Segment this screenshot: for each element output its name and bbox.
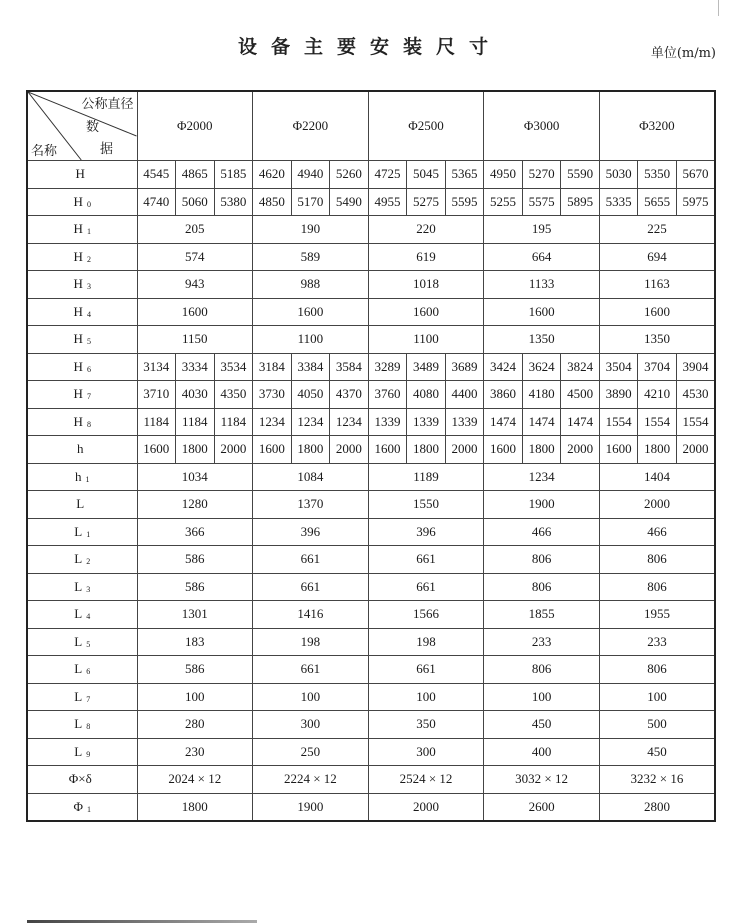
value-cell: 5275 bbox=[407, 188, 446, 216]
value-cell: 589 bbox=[253, 243, 369, 271]
row-label bbox=[27, 381, 137, 409]
value-cell: 230 bbox=[137, 738, 253, 766]
value-cell: 1800 bbox=[522, 436, 561, 464]
diameter-header: Φ2500 bbox=[368, 91, 484, 161]
row-label-subscript: 2 bbox=[86, 557, 91, 567]
value-cell: 100 bbox=[484, 683, 600, 711]
value-cell: 1184 bbox=[137, 408, 176, 436]
value-cell: 5975 bbox=[676, 188, 715, 216]
value-cell: 806 bbox=[484, 546, 600, 574]
value-cell: 1084 bbox=[253, 463, 369, 491]
corner-header-cell bbox=[27, 91, 137, 161]
table-row bbox=[27, 271, 715, 299]
row-label-subscript: 3 bbox=[86, 282, 91, 292]
row-label-symbol: H bbox=[73, 193, 83, 209]
row-label-symbol: L bbox=[74, 688, 83, 704]
value-cell: 5030 bbox=[599, 161, 638, 189]
value-cell: 250 bbox=[253, 738, 369, 766]
row-label bbox=[27, 628, 137, 656]
table-row bbox=[27, 793, 715, 821]
value-cell: 661 bbox=[253, 656, 369, 684]
row-label-subscript: 7 bbox=[86, 392, 91, 402]
row-label-subscript: 5 bbox=[86, 639, 91, 649]
value-cell: 1600 bbox=[599, 436, 638, 464]
row-label-symbol: L bbox=[74, 606, 83, 622]
value-cell: 1955 bbox=[599, 601, 715, 629]
table-row bbox=[27, 491, 715, 519]
value-cell: 4080 bbox=[407, 381, 446, 409]
table-row bbox=[27, 408, 715, 436]
value-cell: 2024 × 12 bbox=[137, 766, 253, 794]
value-cell: 233 bbox=[484, 628, 600, 656]
row-label-symbol: H bbox=[73, 386, 83, 402]
row-label-subscript: 0 bbox=[86, 199, 91, 209]
row-label-subscript: 1 bbox=[85, 474, 90, 484]
value-cell: 3890 bbox=[599, 381, 638, 409]
value-cell: 1416 bbox=[253, 601, 369, 629]
value-cell: 4350 bbox=[214, 381, 253, 409]
table-row bbox=[27, 326, 715, 354]
value-cell: 350 bbox=[368, 711, 484, 739]
value-cell: 2000 bbox=[676, 436, 715, 464]
row-label-symbol: L bbox=[74, 523, 83, 539]
value-cell: 2000 bbox=[561, 436, 600, 464]
row-label-symbol: Φ×δ bbox=[68, 771, 92, 787]
value-cell: 3689 bbox=[445, 353, 484, 381]
value-cell: 400 bbox=[484, 738, 600, 766]
value-cell: 3424 bbox=[484, 353, 523, 381]
value-cell: 806 bbox=[599, 573, 715, 601]
value-cell: 5335 bbox=[599, 188, 638, 216]
value-cell: 2000 bbox=[330, 436, 369, 464]
value-cell: 3184 bbox=[253, 353, 292, 381]
value-cell: 1600 bbox=[368, 436, 407, 464]
row-label-symbol: L bbox=[74, 551, 83, 567]
table-row bbox=[27, 711, 715, 739]
value-cell: 619 bbox=[368, 243, 484, 271]
table-row bbox=[27, 161, 715, 189]
value-cell: 3824 bbox=[561, 353, 600, 381]
row-label-subscript: 1 bbox=[86, 227, 91, 237]
row-label-subscript: 1 bbox=[86, 529, 91, 539]
value-cell: 1339 bbox=[407, 408, 446, 436]
value-cell: 1474 bbox=[522, 408, 561, 436]
value-cell: 4725 bbox=[368, 161, 407, 189]
value-cell: 664 bbox=[484, 243, 600, 271]
row-label-symbol: H bbox=[73, 358, 83, 374]
value-cell: 5350 bbox=[638, 161, 677, 189]
value-cell: 806 bbox=[484, 573, 600, 601]
value-cell: 1855 bbox=[484, 601, 600, 629]
value-cell: 450 bbox=[599, 738, 715, 766]
table-row bbox=[27, 216, 715, 244]
value-cell: 3504 bbox=[599, 353, 638, 381]
scan-edge-mark bbox=[718, 0, 719, 16]
value-cell: 661 bbox=[253, 573, 369, 601]
value-cell: 4400 bbox=[445, 381, 484, 409]
value-cell: 2224 × 12 bbox=[253, 766, 369, 794]
row-label bbox=[27, 353, 137, 381]
row-label bbox=[27, 683, 137, 711]
row-label bbox=[27, 546, 137, 574]
value-cell: 1900 bbox=[484, 491, 600, 519]
value-cell: 5670 bbox=[676, 161, 715, 189]
row-label bbox=[27, 216, 137, 244]
table-row bbox=[27, 353, 715, 381]
value-cell: 466 bbox=[484, 518, 600, 546]
value-cell: 1600 bbox=[484, 436, 523, 464]
value-cell: 3704 bbox=[638, 353, 677, 381]
value-cell: 3232 × 16 bbox=[599, 766, 715, 794]
value-cell: 1554 bbox=[638, 408, 677, 436]
row-label bbox=[27, 711, 137, 739]
value-cell: 3624 bbox=[522, 353, 561, 381]
value-cell: 1301 bbox=[137, 601, 253, 629]
value-cell: 4180 bbox=[522, 381, 561, 409]
value-cell: 586 bbox=[137, 656, 253, 684]
value-cell: 1900 bbox=[253, 793, 369, 821]
value-cell: 5255 bbox=[484, 188, 523, 216]
value-cell: 1800 bbox=[407, 436, 446, 464]
data-label-2: 据 bbox=[100, 142, 114, 157]
diameter-header: Φ3200 bbox=[599, 91, 715, 161]
diameter-header: Φ3000 bbox=[484, 91, 600, 161]
table-row bbox=[27, 463, 715, 491]
value-cell: 2000 bbox=[214, 436, 253, 464]
value-cell: 300 bbox=[368, 738, 484, 766]
table-row bbox=[27, 546, 715, 574]
row-label bbox=[27, 243, 137, 271]
table-row bbox=[27, 381, 715, 409]
row-label-symbol: L bbox=[74, 743, 83, 759]
row-label-symbol: h bbox=[75, 468, 82, 484]
data-label-1: 数 bbox=[86, 120, 100, 135]
row-label-symbol: H bbox=[73, 413, 83, 429]
row-label-subscript: 8 bbox=[86, 419, 91, 429]
value-cell: 586 bbox=[137, 546, 253, 574]
value-cell: 280 bbox=[137, 711, 253, 739]
value-cell: 1600 bbox=[368, 298, 484, 326]
value-cell: 5895 bbox=[561, 188, 600, 216]
value-cell: 5365 bbox=[445, 161, 484, 189]
value-cell: 1550 bbox=[368, 491, 484, 519]
unit-label: 单位(m/m) bbox=[650, 46, 716, 61]
value-cell: 1800 bbox=[638, 436, 677, 464]
row-label-subscript: 6 bbox=[86, 364, 91, 374]
value-cell: 3134 bbox=[137, 353, 176, 381]
value-cell: 4030 bbox=[176, 381, 215, 409]
value-cell: 4850 bbox=[253, 188, 292, 216]
value-cell: 3760 bbox=[368, 381, 407, 409]
row-label-subscript: 1 bbox=[87, 804, 91, 814]
value-cell: 3384 bbox=[291, 353, 330, 381]
value-cell: 806 bbox=[599, 656, 715, 684]
value-cell: 1184 bbox=[214, 408, 253, 436]
value-cell: 198 bbox=[368, 628, 484, 656]
value-cell: 1566 bbox=[368, 601, 484, 629]
table-row bbox=[27, 188, 715, 216]
value-cell: 1800 bbox=[176, 436, 215, 464]
row-label bbox=[27, 573, 137, 601]
value-cell: 205 bbox=[137, 216, 253, 244]
table-row bbox=[27, 518, 715, 546]
value-cell: 1554 bbox=[599, 408, 638, 436]
row-label-symbol: H bbox=[73, 221, 83, 237]
value-cell: 396 bbox=[368, 518, 484, 546]
value-cell: 100 bbox=[368, 683, 484, 711]
value-cell: 1600 bbox=[484, 298, 600, 326]
value-cell: 5185 bbox=[214, 161, 253, 189]
value-cell: 1100 bbox=[253, 326, 369, 354]
value-cell: 2524 × 12 bbox=[368, 766, 484, 794]
row-label bbox=[27, 408, 137, 436]
value-cell: 4050 bbox=[291, 381, 330, 409]
row-label-symbol: L bbox=[74, 661, 83, 677]
value-cell: 4955 bbox=[368, 188, 407, 216]
row-label bbox=[27, 463, 137, 491]
name-label: 名称 bbox=[31, 144, 58, 159]
value-cell: 1600 bbox=[253, 436, 292, 464]
row-label-subscript: 6 bbox=[86, 667, 91, 677]
table-row bbox=[27, 573, 715, 601]
value-cell: 1184 bbox=[176, 408, 215, 436]
value-cell: 5590 bbox=[561, 161, 600, 189]
row-label bbox=[27, 518, 137, 546]
value-cell: 5270 bbox=[522, 161, 561, 189]
value-cell: 1474 bbox=[561, 408, 600, 436]
value-cell: 4865 bbox=[176, 161, 215, 189]
row-label-subscript: 4 bbox=[86, 612, 91, 622]
value-cell: 1133 bbox=[484, 271, 600, 299]
value-cell: 943 bbox=[137, 271, 253, 299]
value-cell: 5170 bbox=[291, 188, 330, 216]
row-label-symbol: H bbox=[73, 248, 83, 264]
value-cell: 1018 bbox=[368, 271, 484, 299]
value-cell: 1150 bbox=[137, 326, 253, 354]
row-label bbox=[27, 793, 137, 821]
row-label-subscript: 8 bbox=[86, 722, 91, 732]
value-cell: 586 bbox=[137, 573, 253, 601]
value-cell: 220 bbox=[368, 216, 484, 244]
value-cell: 1280 bbox=[137, 491, 253, 519]
value-cell: 1600 bbox=[137, 298, 253, 326]
value-cell: 198 bbox=[253, 628, 369, 656]
row-label-symbol: H bbox=[75, 166, 85, 182]
value-cell: 3289 bbox=[368, 353, 407, 381]
value-cell: 100 bbox=[599, 683, 715, 711]
value-cell: 1350 bbox=[484, 326, 600, 354]
value-cell: 1234 bbox=[291, 408, 330, 436]
value-cell: 500 bbox=[599, 711, 715, 739]
row-label bbox=[27, 326, 137, 354]
value-cell: 1800 bbox=[137, 793, 253, 821]
row-label bbox=[27, 656, 137, 684]
table-row bbox=[27, 656, 715, 684]
row-label-symbol: L bbox=[74, 716, 83, 732]
value-cell: 1234 bbox=[484, 463, 600, 491]
value-cell: 100 bbox=[253, 683, 369, 711]
row-label bbox=[27, 161, 137, 189]
value-cell: 5045 bbox=[407, 161, 446, 189]
value-cell: 5380 bbox=[214, 188, 253, 216]
value-cell: 1600 bbox=[599, 298, 715, 326]
row-label bbox=[27, 491, 137, 519]
value-cell: 3489 bbox=[407, 353, 446, 381]
row-label-subscript: 2 bbox=[86, 254, 91, 264]
table-row bbox=[27, 298, 715, 326]
value-cell: 661 bbox=[253, 546, 369, 574]
table-row bbox=[27, 436, 715, 464]
table-row bbox=[27, 683, 715, 711]
value-cell: 1800 bbox=[291, 436, 330, 464]
value-cell: 3710 bbox=[137, 381, 176, 409]
value-cell: 1350 bbox=[599, 326, 715, 354]
row-label-subscript: 7 bbox=[86, 694, 91, 704]
value-cell: 1234 bbox=[330, 408, 369, 436]
value-cell: 5655 bbox=[638, 188, 677, 216]
value-cell: 4530 bbox=[676, 381, 715, 409]
value-cell: 3904 bbox=[676, 353, 715, 381]
value-cell: 466 bbox=[599, 518, 715, 546]
row-label bbox=[27, 601, 137, 629]
value-cell: 661 bbox=[368, 546, 484, 574]
row-label-subscript: 3 bbox=[86, 584, 91, 594]
value-cell: 183 bbox=[137, 628, 253, 656]
value-cell: 366 bbox=[137, 518, 253, 546]
row-label bbox=[27, 188, 137, 216]
row-label-symbol: L bbox=[74, 633, 83, 649]
value-cell: 3730 bbox=[253, 381, 292, 409]
value-cell: 5575 bbox=[522, 188, 561, 216]
row-label bbox=[27, 738, 137, 766]
row-label-symbol: H bbox=[73, 303, 83, 319]
value-cell: 3860 bbox=[484, 381, 523, 409]
value-cell: 2800 bbox=[599, 793, 715, 821]
row-label-symbol: h bbox=[77, 441, 84, 457]
dimensions-table bbox=[26, 90, 716, 822]
value-cell: 1339 bbox=[368, 408, 407, 436]
diameter-header: Φ2000 bbox=[137, 91, 253, 161]
value-cell: 1600 bbox=[253, 298, 369, 326]
value-cell: 5490 bbox=[330, 188, 369, 216]
value-cell: 1339 bbox=[445, 408, 484, 436]
value-cell: 225 bbox=[599, 216, 715, 244]
value-cell: 3534 bbox=[214, 353, 253, 381]
row-label-subscript: 5 bbox=[86, 337, 91, 347]
value-cell: 396 bbox=[253, 518, 369, 546]
value-cell: 300 bbox=[253, 711, 369, 739]
row-label-subscript: 9 bbox=[86, 749, 91, 759]
row-label-symbol: H bbox=[73, 276, 83, 292]
row-label bbox=[27, 271, 137, 299]
value-cell: 1163 bbox=[599, 271, 715, 299]
row-label bbox=[27, 766, 137, 794]
value-cell: 1189 bbox=[368, 463, 484, 491]
value-cell: 1034 bbox=[137, 463, 253, 491]
value-cell: 1370 bbox=[253, 491, 369, 519]
value-cell: 233 bbox=[599, 628, 715, 656]
row-label-symbol: L bbox=[76, 496, 85, 512]
value-cell: 1234 bbox=[253, 408, 292, 436]
value-cell: 1554 bbox=[676, 408, 715, 436]
value-cell: 5260 bbox=[330, 161, 369, 189]
value-cell: 806 bbox=[484, 656, 600, 684]
value-cell: 450 bbox=[484, 711, 600, 739]
value-cell: 2000 bbox=[445, 436, 484, 464]
value-cell: 661 bbox=[368, 573, 484, 601]
value-cell: 4545 bbox=[137, 161, 176, 189]
row-label-symbol: L bbox=[74, 578, 83, 594]
table-row bbox=[27, 243, 715, 271]
row-label-symbol: Φ bbox=[73, 798, 83, 814]
value-cell: 806 bbox=[599, 546, 715, 574]
value-cell: 1600 bbox=[137, 436, 176, 464]
value-cell: 2000 bbox=[368, 793, 484, 821]
header-row bbox=[27, 91, 715, 161]
value-cell: 4940 bbox=[291, 161, 330, 189]
value-cell: 4740 bbox=[137, 188, 176, 216]
page-title: 设备主要安装尺寸 bbox=[237, 36, 502, 58]
value-cell: 3584 bbox=[330, 353, 369, 381]
value-cell: 100 bbox=[137, 683, 253, 711]
value-cell: 4370 bbox=[330, 381, 369, 409]
value-cell: 5060 bbox=[176, 188, 215, 216]
value-cell: 574 bbox=[137, 243, 253, 271]
value-cell: 4620 bbox=[253, 161, 292, 189]
value-cell: 3334 bbox=[176, 353, 215, 381]
value-cell: 1474 bbox=[484, 408, 523, 436]
value-cell: 2600 bbox=[484, 793, 600, 821]
nominal-diameter-label: 公称直径 bbox=[81, 97, 134, 112]
value-cell: 4950 bbox=[484, 161, 523, 189]
value-cell: 5595 bbox=[445, 188, 484, 216]
table-row bbox=[27, 766, 715, 794]
row-label bbox=[27, 436, 137, 464]
table-row bbox=[27, 628, 715, 656]
value-cell: 2000 bbox=[599, 491, 715, 519]
value-cell: 661 bbox=[368, 656, 484, 684]
value-cell: 4500 bbox=[561, 381, 600, 409]
value-cell: 4210 bbox=[638, 381, 677, 409]
row-label bbox=[27, 298, 137, 326]
value-cell: 190 bbox=[253, 216, 369, 244]
table-row bbox=[27, 601, 715, 629]
diameter-header: Φ2200 bbox=[253, 91, 369, 161]
table-row bbox=[27, 738, 715, 766]
row-label-subscript: 4 bbox=[86, 309, 91, 319]
value-cell: 1404 bbox=[599, 463, 715, 491]
value-cell: 694 bbox=[599, 243, 715, 271]
value-cell: 3032 × 12 bbox=[484, 766, 600, 794]
row-label-symbol: H bbox=[73, 331, 83, 347]
value-cell: 988 bbox=[253, 271, 369, 299]
value-cell: 1100 bbox=[368, 326, 484, 354]
value-cell: 195 bbox=[484, 216, 600, 244]
